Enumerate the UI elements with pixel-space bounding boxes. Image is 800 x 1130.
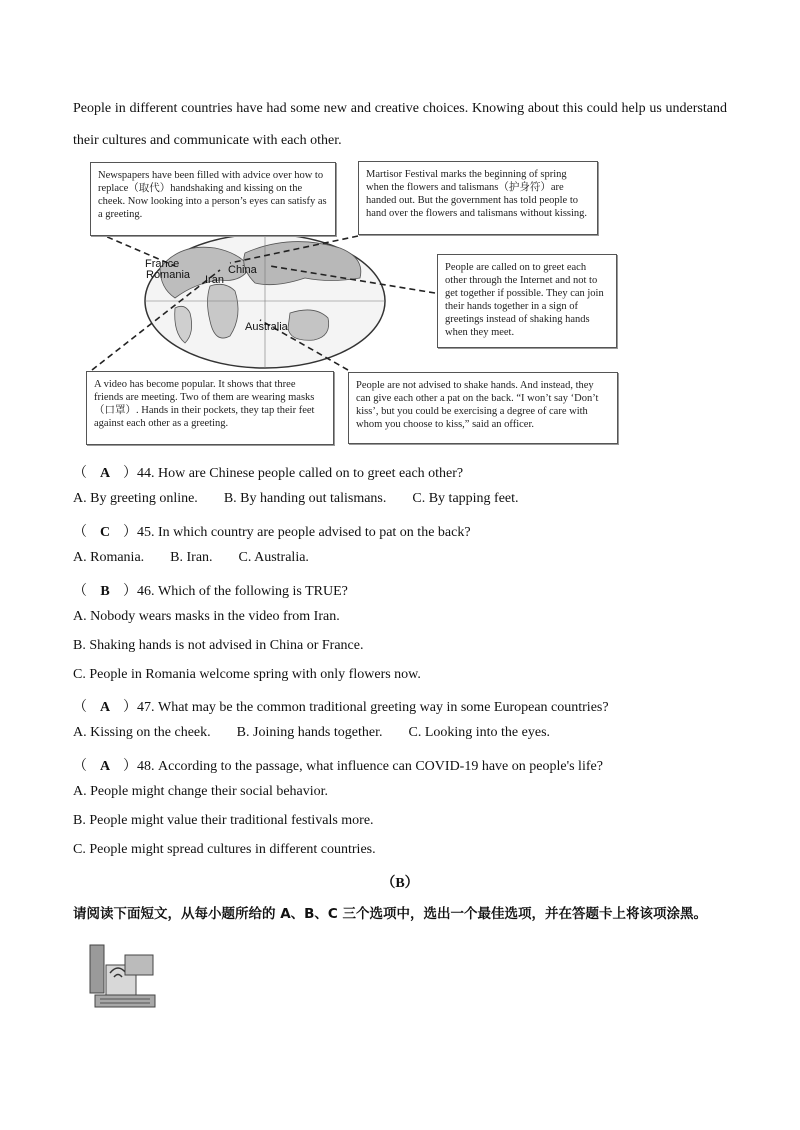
map-label-australia: Australia: [245, 321, 288, 333]
question-text: 45. In which country are people advised to pat on the back?: [137, 525, 471, 540]
question-text: 47. What may be the common traditional greeting way in some European countries?: [137, 700, 609, 715]
answer-paren-open: （: [73, 584, 87, 599]
answer-paren-close: ）: [123, 525, 137, 540]
question-48-option-a: A. People might change their social behavior.: [73, 784, 329, 799]
question-44-options: [73, 491, 733, 507]
question-45-options: [73, 550, 733, 566]
answer-paren-open: （: [73, 759, 87, 774]
world-map-figure: [80, 158, 620, 448]
callout-france: Newspapers have been filled with advice over how to replace（取代）handshaking and kissing on the cheek. Now looking into a person’s eyes can satisfy as a greeting.: [90, 162, 336, 236]
callout-china: People are called on to greet each other through the Internet and not to get together if possible. They can join their hands together in a sign of greetings instead of shaking hands when they meet.: [437, 254, 617, 348]
answer-mark: C: [99, 525, 111, 540]
intro-paragraph: People in different countries have had some new and creative choices. Knowing about this could help us understand their cultures and communicate with each other.: [73, 101, 727, 148]
answer-mark: A: [99, 700, 111, 715]
option-a: A. Romania.: [73, 550, 145, 565]
answer-paren-open: （: [73, 700, 87, 715]
illustration-image: [80, 935, 162, 1015]
answer-mark: A: [99, 759, 111, 774]
question-45: [73, 521, 733, 541]
option-b: B. Joining hands together.: [236, 725, 383, 740]
option-a: A. Kissing on the cheek.: [73, 725, 211, 740]
callout-australia: People are not advised to shake hands. And instead, they can give each other a pat on the back. “I won’t say ‘Don’t kiss’, but you could be exercising a degree of care with whom you choose to kiss,” said an officer.: [348, 372, 618, 444]
option-b: B. By handing out talismans.: [223, 491, 387, 506]
option-c: C. By tapping feet.: [412, 491, 519, 506]
answer-paren-close: ）: [123, 759, 137, 774]
question-47-options: [73, 725, 733, 741]
question-text: 46. Which of the following is TRUE?: [137, 584, 348, 599]
answer-paren-close: ）: [123, 584, 137, 599]
option-b: B. Iran.: [170, 550, 213, 565]
answer-paren-close: ）: [123, 700, 137, 715]
question-46-option-c: C. People in Romania welcome spring with only flowers now.: [73, 667, 421, 682]
answer-paren-open: （: [73, 466, 87, 481]
section-instruction: 请阅读下面短文，从每小题所给的 A、B、C 三个选项中，选出一个最佳选项，并在答题卡上将该项涂黑。: [73, 906, 708, 922]
answer-paren-open: （: [73, 525, 87, 540]
section-title: （B）: [381, 876, 419, 891]
answer-paren-close: ）: [123, 466, 137, 481]
option-a: A. By greeting online.: [73, 491, 198, 506]
question-48: [73, 755, 733, 775]
map-label-china: China: [228, 264, 257, 276]
map-label-iran: Iran: [205, 274, 224, 286]
map-label-romania: Romania: [146, 269, 191, 281]
map-label-france: France: [145, 258, 180, 270]
callout-romania: Martisor Festival marks the beginning of spring when the flowers and talismans（护身符）are handed out. But the government has told people to hand over the flowers and talismans without kissing.: [358, 161, 598, 235]
question-44: [73, 462, 733, 482]
answer-mark: B: [100, 584, 110, 599]
callout-iran: A video has become popular. It shows that three friends are meeting. Two of them are wearing masks（口罩）. Hands in their pockets, they tap their feet against each other as a greeting.: [86, 371, 334, 445]
question-47: [73, 696, 733, 716]
question-46: [73, 580, 733, 600]
question-46-option-a: A. Nobody wears masks in the video from Iran.: [73, 609, 340, 624]
option-c: C. Looking into the eyes.: [408, 725, 551, 740]
question-48-option-c: C. People might spread cultures in different countries.: [73, 842, 376, 857]
answer-mark: A: [99, 466, 111, 481]
option-c: C. Australia.: [238, 550, 309, 565]
question-48-option-b: B. People might value their traditional festivals more.: [73, 813, 374, 828]
question-text: 44. How are Chinese people called on to greet each other?: [137, 466, 464, 481]
question-text: 48. According to the passage, what influence can COVID-19 have on people's life?: [137, 759, 603, 774]
question-46-option-b: B. Shaking hands is not advised in China or France.: [73, 638, 364, 653]
